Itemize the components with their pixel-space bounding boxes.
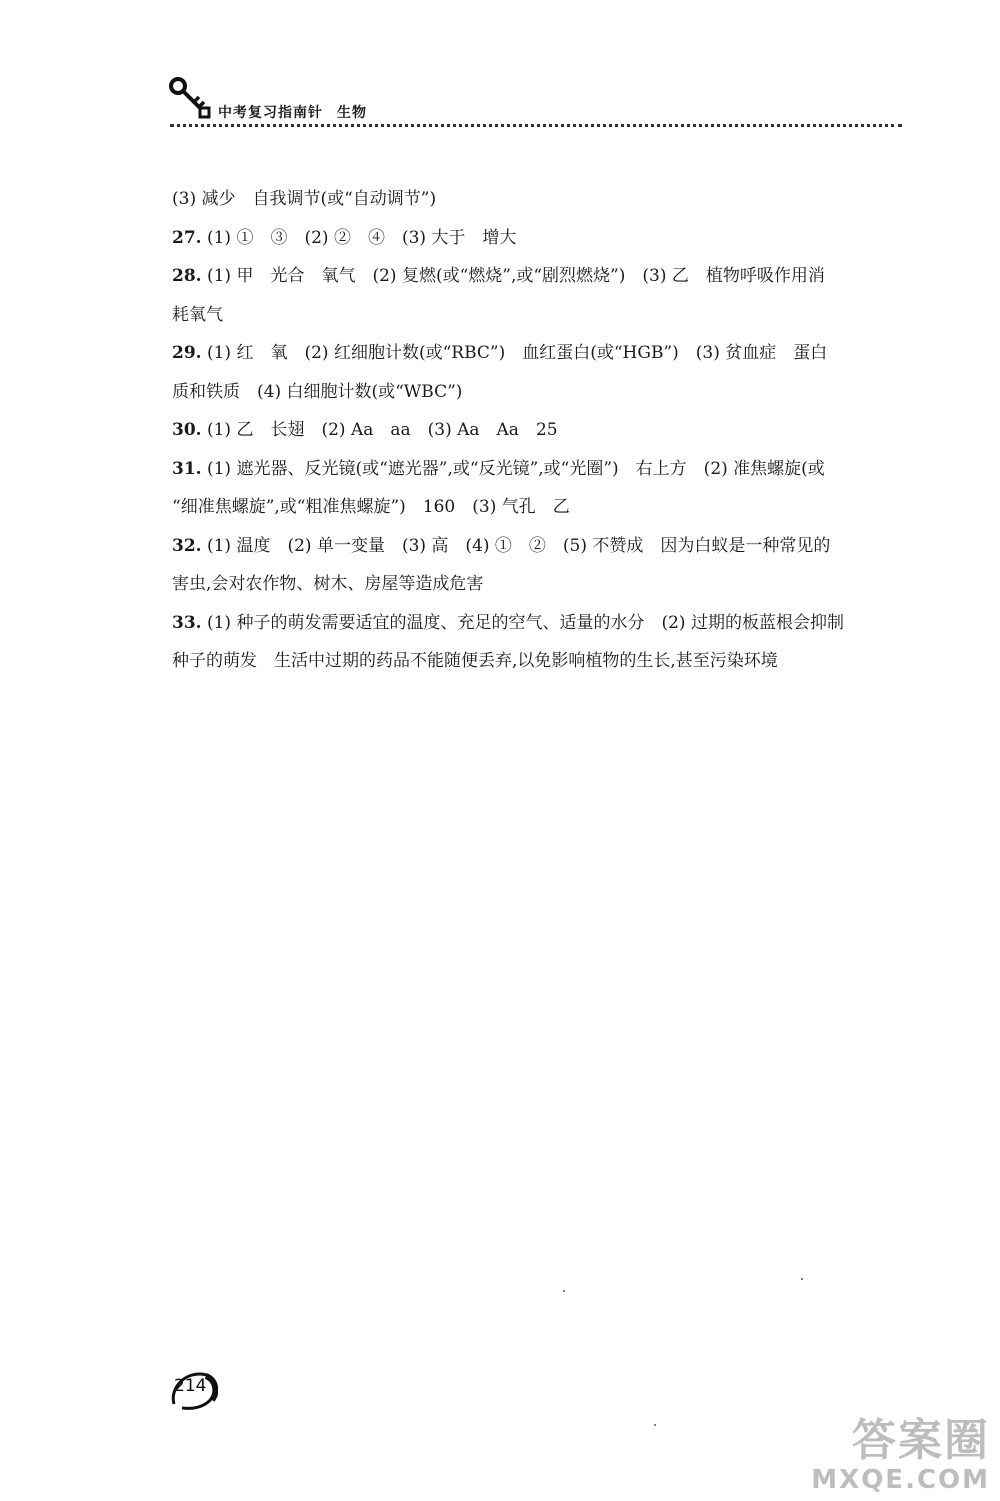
answer-text: “细准焦螺旋”,或“粗准焦螺旋”) 160 (3) 气孔 乙 bbox=[172, 497, 570, 517]
watermark-logo: 答案圈 bbox=[852, 1415, 990, 1466]
answer-text: (1) 遮光器、反光镜(或“遮光器”,或“反光镜”,或“光圈”) 右上方 (2) 准焦螺旋(或 bbox=[201, 458, 825, 479]
answer-text: (1) 种子的萌发需要适宜的温度、充足的空气、适量的水分 (2) 过期的板蓝根会抑制 bbox=[201, 612, 844, 633]
header-title bbox=[218, 102, 367, 122]
answer-text: (1) 红 氧 (2) 红细胞计数(或“RBC”) 血红蛋白(或“HGB”) (3) 贫血症 蛋白 bbox=[201, 343, 828, 363]
scan-speck bbox=[654, 1424, 656, 1426]
question-number: 31. bbox=[172, 458, 202, 479]
question-number: 28. bbox=[172, 266, 202, 286]
answer-text: 种子的萌发 生活中过期的药品不能随便丢弃,以免影响植物的生长,甚至污染环境 bbox=[172, 651, 778, 671]
answer-text: 害虫,会对农作物、树木、房屋等造成危害 bbox=[172, 574, 484, 594]
question-number: 30. bbox=[172, 420, 202, 440]
answer-line bbox=[172, 180, 902, 219]
answer-line bbox=[172, 488, 902, 527]
question-number: 32. bbox=[172, 535, 202, 556]
page-number: 214 bbox=[174, 1376, 207, 1396]
answer-line bbox=[172, 527, 902, 566]
answer-line bbox=[172, 257, 902, 296]
page-number-badge bbox=[168, 1368, 218, 1412]
question-number: 27. bbox=[172, 227, 202, 248]
key-icon bbox=[166, 74, 212, 120]
answer-line bbox=[172, 604, 902, 643]
answer-text: (1) 温度 (2) 单一变量 (3) 高 (4) ① ② (5) 不赞成 因为白蚁是一种常见的 bbox=[201, 535, 831, 556]
subject-label: 生物 bbox=[337, 105, 367, 121]
watermark bbox=[811, 1417, 990, 1495]
page-header bbox=[160, 70, 902, 132]
scan-speck bbox=[801, 1278, 803, 1280]
answer-line bbox=[172, 450, 902, 489]
answer-line bbox=[172, 334, 902, 373]
answer-line bbox=[172, 642, 902, 681]
answer-line bbox=[172, 296, 902, 335]
answer-text: (3) 减少 自我调节(或“自动调节”) bbox=[172, 189, 437, 209]
answer-text: (1) ① ③ (2) ② ④ (3) 大于 增大 bbox=[201, 227, 517, 248]
book-title: 中考复习指南针 bbox=[218, 105, 323, 121]
answer-text: 质和铁质 (4) 白细胞计数(或“WBC”) bbox=[172, 381, 463, 402]
answer-text: (1) 乙 长翅 (2) Aa aa (3) Aa Aa 25 bbox=[201, 420, 558, 440]
answer-text: 耗氧气 bbox=[172, 304, 223, 325]
answer-text: (1) 甲 光合 氧气 (2) 复燃(或“燃烧”,或“剧烈燃烧”) (3) 乙 植物呼吸作用消 bbox=[201, 266, 825, 286]
answer-line bbox=[172, 219, 902, 258]
answer-line bbox=[172, 565, 902, 604]
header-divider bbox=[170, 124, 902, 127]
scan-speck bbox=[563, 1290, 565, 1292]
answer-line bbox=[172, 411, 902, 450]
watermark-url: MXQE.COM bbox=[811, 1465, 990, 1495]
answer-line bbox=[172, 373, 902, 412]
answer-list bbox=[172, 180, 902, 681]
question-number: 29. bbox=[172, 343, 202, 363]
question-number: 33. bbox=[172, 612, 202, 633]
